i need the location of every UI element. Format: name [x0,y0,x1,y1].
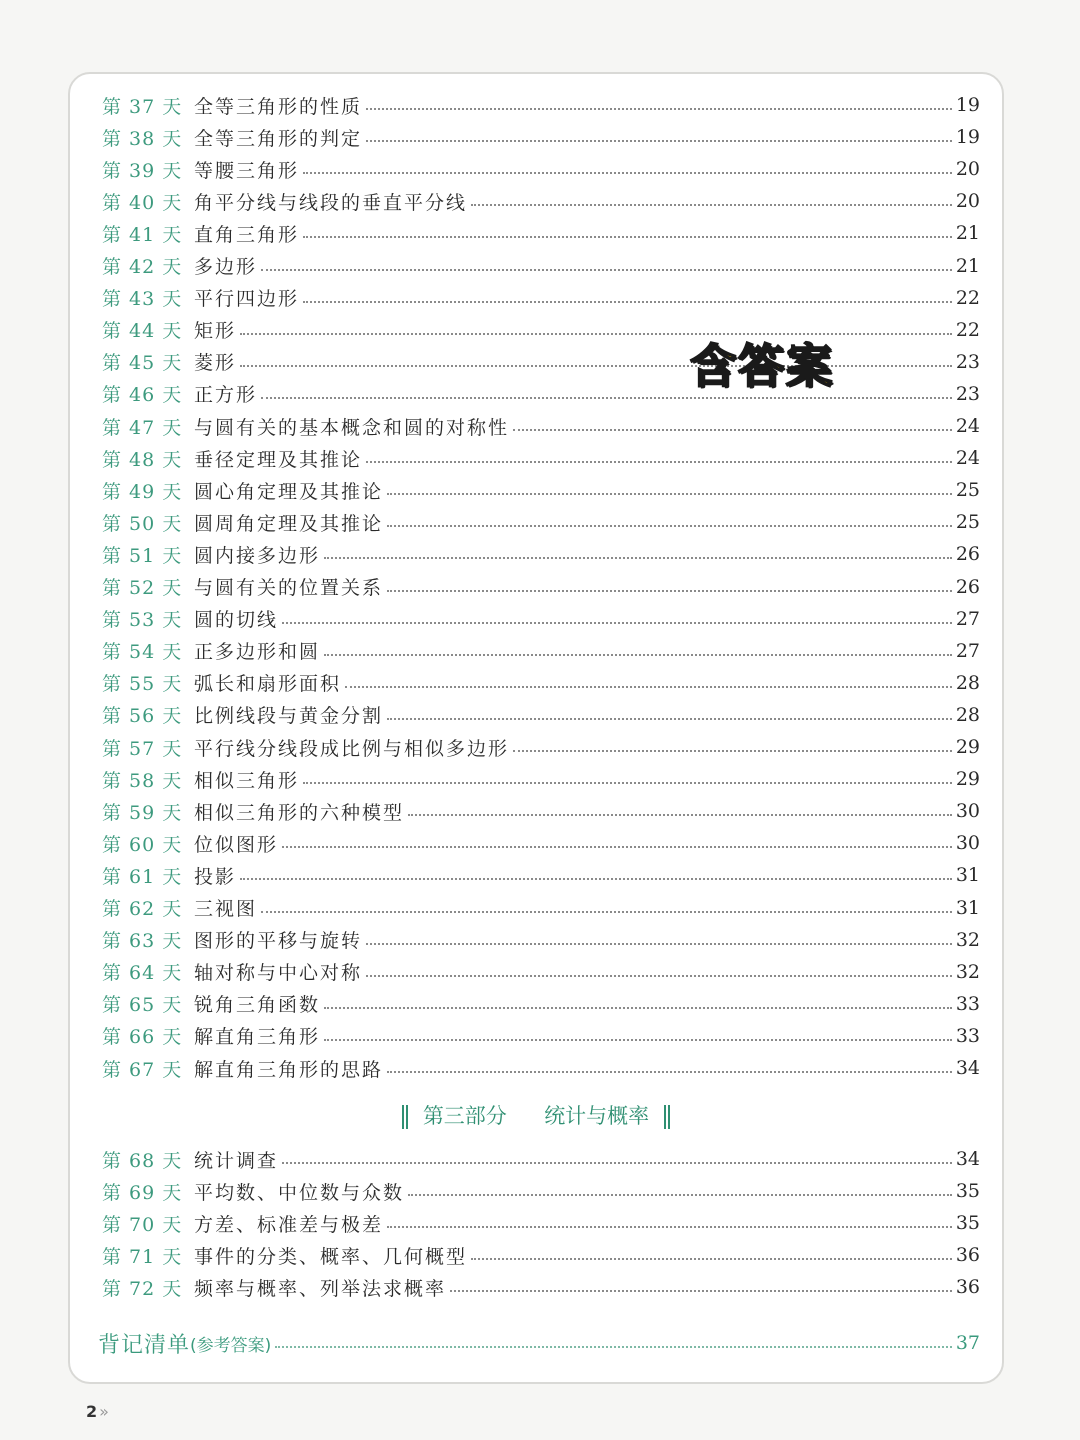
toc-entry[interactable] [102,122,980,152]
toc-entry[interactable] [102,732,980,762]
toc-day: 第 49 天 [102,480,183,503]
toc-day: 第 38 天 [102,127,183,150]
toc-entry[interactable] [102,379,980,409]
toc-title: 锐角三角函数 [194,994,321,1017]
page-number-value: 2 [86,1402,98,1421]
leader-dots [471,204,952,206]
toc-page: 31 [955,896,980,919]
answers-included-stamp: 含答案 [690,339,834,393]
toc-title: 菱形 [194,352,237,375]
toc-page: 26 [955,543,980,566]
toc-title: 解直角三角形 [194,1026,321,1049]
toc-title: 事件的分类、概率、几何概型 [194,1245,468,1268]
leader-dots [450,1290,952,1292]
toc-page: 21 [955,222,980,245]
leader-dots [324,1007,952,1009]
leader-dots [387,718,952,720]
leader-dots [303,172,952,174]
toc-entry[interactable] [102,1176,980,1206]
toc-page: 34 [955,1057,980,1079]
toc-day: 第 63 天 [102,930,183,953]
toc-page: 31 [955,864,980,887]
toc-page: 27 [955,639,980,662]
toc-title: 图形的平移与旋转 [194,930,363,953]
toc-page: 35 [955,1212,980,1235]
toc-day: 第 66 天 [102,1026,183,1049]
toc-entry[interactable] [102,668,980,698]
toc-title: 正方形 [194,384,258,407]
section-bar-right [664,1105,670,1129]
toc-title: 圆周角定理及其推论 [194,512,384,535]
leader-dots [387,493,952,495]
toc-entry[interactable] [102,572,980,602]
leader-dots [366,975,952,977]
toc-day: 第 61 天 [102,865,183,888]
toc-page: 30 [955,832,980,855]
toc-entry-answers[interactable] [98,1326,980,1360]
toc-page: 36 [955,1244,980,1267]
toc-entry[interactable] [102,893,980,923]
toc-page: 21 [955,254,980,277]
toc-page: 24 [955,415,980,437]
toc-title: 统计调查 [194,1149,279,1172]
toc-page: 30 [955,800,980,823]
toc-day: 第 71 天 [102,1245,183,1268]
toc-entry[interactable] [102,989,980,1019]
toc-day: 第 65 天 [102,994,183,1017]
leader-dots [471,1258,952,1260]
leader-dots [513,429,952,431]
toc-entry[interactable] [102,700,980,730]
toc-day: 第 53 天 [102,609,183,632]
toc-day: 第 56 天 [102,705,183,728]
section-bar-left [402,1105,408,1129]
section-heading [70,1100,1002,1130]
toc-title: 平均数、中位数与众数 [194,1181,405,1204]
toc-page: 25 [955,511,980,534]
toc-page: 26 [955,575,980,598]
leader-dots [408,814,952,816]
answers-page: 37 [955,1332,980,1354]
leader-dots [324,1039,952,1041]
toc-day: 第 47 天 [102,416,183,439]
toc-page: 29 [955,736,980,758]
toc-title: 平行四边形 [194,288,300,311]
section-part: 第三部分 [422,1104,507,1128]
toc-page: 25 [955,479,980,502]
toc-page: 24 [955,447,980,470]
toc-entry[interactable] [102,1053,980,1083]
leader-dots [240,365,952,367]
toc-entry[interactable] [102,186,980,216]
leader-dots [261,397,952,399]
toc-title: 弧长和扇形面积 [194,673,342,696]
leader-dots [282,846,952,848]
toc-entry[interactable] [102,90,980,120]
toc-entry[interactable] [102,1208,980,1238]
toc-day: 第 39 天 [102,159,183,182]
toc-page: 33 [955,1024,980,1047]
toc-entry[interactable] [102,283,980,313]
toc-day: 第 64 天 [102,962,183,985]
leader-dots [324,557,952,559]
toc-page: 27 [955,607,980,630]
toc-page: 34 [955,1148,980,1170]
toc-title: 全等三角形的判定 [194,127,363,150]
toc-day: 第 45 天 [102,352,183,375]
toc-entry[interactable] [102,251,980,281]
leader-dots [366,140,952,142]
toc-day: 第 41 天 [102,223,183,246]
toc-day: 第 72 天 [102,1277,183,1300]
toc-title: 圆心角定理及其推论 [194,480,384,503]
leader-dots [366,108,952,110]
toc-entry[interactable] [102,1240,980,1270]
toc-entry[interactable] [102,1272,980,1302]
toc-page: 22 [955,318,980,341]
toc-page: 33 [955,992,980,1015]
toc-day: 第 70 天 [102,1213,183,1236]
toc-title: 位似图形 [194,833,279,856]
toc-page: 22 [955,286,980,309]
toc-entry[interactable] [102,1021,980,1051]
toc-title: 圆内接多边形 [194,544,321,567]
toc-entry[interactable] [102,957,980,987]
leader-dots [275,1346,952,1348]
toc-title: 角平分线与线段的垂直平分线 [194,191,468,214]
answers-title: 背记清单 [98,1332,191,1358]
toc-page: 28 [955,703,980,726]
toc-entry[interactable] [102,154,980,184]
toc-title: 等腰三角形 [194,159,300,182]
toc-day: 第 46 天 [102,384,183,407]
toc-title: 平行线分线段成比例与相似多边形 [194,737,510,760]
toc-title: 相似三角形的六种模型 [194,801,405,824]
leader-dots [261,911,952,913]
toc-title: 解直角三角形的思路 [194,1058,384,1081]
toc-title: 投影 [194,865,237,888]
toc-entry[interactable] [102,443,980,473]
leader-dots [387,1071,952,1073]
leader-dots [408,1194,952,1196]
toc-entry[interactable] [102,925,980,955]
toc-page: 23 [955,382,980,405]
leader-dots [387,590,952,592]
toc-entry[interactable] [102,507,980,537]
toc-entry[interactable] [102,796,980,826]
toc-title: 相似三角形 [194,769,300,792]
toc-entry[interactable] [102,764,980,794]
toc-day: 第 40 天 [102,191,183,214]
leader-dots [513,750,952,752]
toc-title: 与圆有关的位置关系 [194,577,384,599]
toc-entry[interactable] [102,1144,980,1174]
toc-entry[interactable] [102,860,980,890]
toc-day: 第 51 天 [102,544,183,567]
leader-dots [387,1226,952,1228]
toc-page: 32 [955,928,980,951]
toc-page: 29 [955,768,980,791]
toc-day: 第 62 天 [102,898,183,920]
toc-entry[interactable] [102,828,980,858]
toc-title: 频率与概率、列举法求概率 [194,1277,447,1300]
leader-dots [303,236,952,238]
leader-dots [240,878,952,880]
toc-day: 第 37 天 [102,95,183,118]
toc-page: 36 [955,1276,980,1299]
toc-title: 与圆有关的基本概念和圆的对称性 [194,416,510,439]
toc-day: 第 55 天 [102,673,183,696]
next-arrow-icon: » [99,1402,109,1421]
toc-entry[interactable] [102,604,980,634]
toc-entry[interactable] [102,315,980,345]
page-number [86,1402,109,1421]
toc-title: 轴对称与中心对称 [194,962,363,985]
leader-dots [366,943,952,945]
toc-day: 第 44 天 [102,320,183,343]
leader-dots [261,269,952,271]
leader-dots [324,654,952,656]
toc-page: 20 [955,190,980,213]
toc-entry[interactable] [102,539,980,569]
toc-page: 32 [955,960,980,983]
toc-page: 35 [955,1180,980,1203]
section-name: 统计与概率 [544,1104,650,1128]
leader-dots [387,525,952,527]
toc-entry[interactable] [102,347,980,377]
toc-title: 矩形 [194,320,237,343]
leader-dots [303,301,952,303]
leader-dots [303,782,952,784]
toc-day: 第 58 天 [102,769,183,792]
toc-title: 全等三角形的性质 [194,95,363,118]
toc-page: 19 [955,94,980,116]
toc-page: 23 [955,350,980,373]
toc-day: 第 67 天 [102,1058,183,1081]
toc-day: 第 59 天 [102,801,183,824]
leader-dots [282,1162,952,1164]
toc-entry[interactable] [102,475,980,505]
toc-day: 第 60 天 [102,833,183,856]
toc-title: 三视图 [194,898,258,920]
toc-entry[interactable] [102,636,980,666]
toc-title: 正多边形和圆 [194,641,321,664]
toc-day: 第 48 天 [102,448,183,471]
toc-day: 第 57 天 [102,737,183,760]
leader-dots [282,622,952,624]
toc-day: 第 43 天 [102,288,183,311]
toc-day: 第 50 天 [102,512,183,535]
answers-subtitle: (参考答案) [190,1335,272,1356]
toc-day: 第 54 天 [102,641,183,664]
toc-card [68,72,1004,1384]
toc-title: 垂径定理及其推论 [194,448,363,471]
toc-page: 19 [955,126,980,149]
toc-day: 第 68 天 [102,1149,183,1172]
toc-day: 第 42 天 [102,256,183,278]
toc-title: 圆的切线 [194,609,279,632]
toc-title: 比例线段与黄金分割 [194,705,384,728]
toc-title: 直角三角形 [194,223,300,246]
toc-title: 多边形 [194,256,258,278]
toc-page: 20 [955,158,980,181]
toc-day: 第 52 天 [102,577,183,599]
toc-title: 方差、标准差与极差 [194,1213,384,1236]
toc-entry[interactable] [102,218,980,248]
toc-page: 28 [955,671,980,694]
toc-entry[interactable] [102,411,980,441]
leader-dots [345,686,952,688]
toc-day: 第 69 天 [102,1181,183,1204]
leader-dots [240,333,952,335]
leader-dots [366,461,952,463]
